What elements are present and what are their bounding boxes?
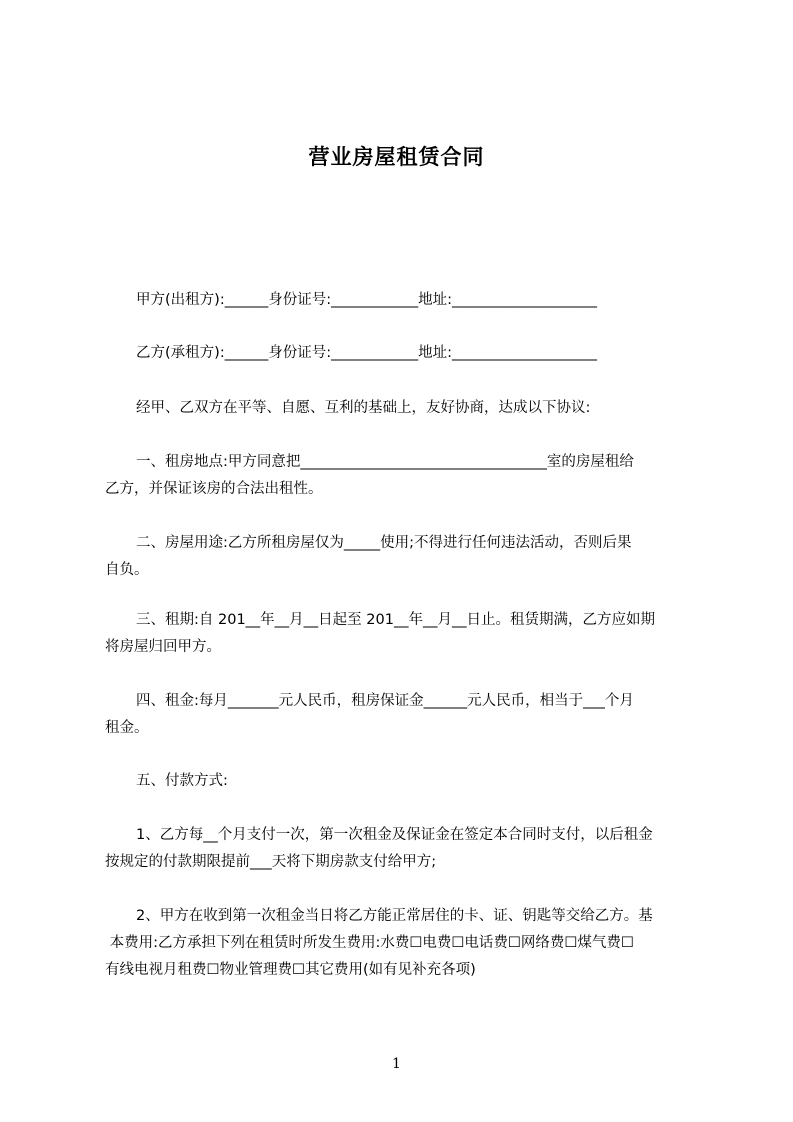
clause-5-item-1-line-1: 1、乙方每__个月支付一次，第一次租金及保证金在签定本合同时支付，以后租金	[136, 827, 653, 843]
preamble: 经甲、乙双方在平等、自愿、互利的基础上，友好协商，达成以下协议:	[136, 400, 591, 416]
clause-3-line-2: 将房屋归回甲方。	[105, 639, 221, 655]
clause-5-heading: 五、付款方式:	[136, 773, 228, 789]
clause-5-item-2-line-1: 2、甲方在收到第一次租金当日将乙方能正常居住的卡、证、钥匙等交给乙方。基	[136, 908, 653, 924]
clause-4-line-1: 四、租金:每月_______元人民币，租房保证金______元人民币，相当于___个月	[136, 693, 634, 709]
clause-5-item-2-line-2: 本费用:乙方承担下列在租赁时所发生费用:水费☐电费☐电话费☐网络费☐煤气费☐	[105, 935, 634, 951]
clause-1-line-1: 一、租房地点:甲方同意把__________________________________室的房屋租给	[136, 454, 634, 470]
page-number: 1	[392, 1056, 401, 1072]
clause-1-line-2: 乙方，并保证该房的合法出租性。	[105, 481, 323, 497]
clause-5-item-1-line-2: 按规定的付款期限提前___天将下期房款支付给甲方;	[105, 854, 437, 870]
clause-5-item-2-line-3: 有线电视月租费☐物业管理费☐其它费用(如有见补充各项)	[105, 962, 476, 978]
document-title: 营业房屋租赁合同	[308, 145, 485, 169]
clause-3-line-1: 三、租期:自 201__年__月__日起至 201__年__月__日止。租赁期满，乙方应如期	[136, 612, 655, 628]
party-b-line: 乙方(承租方):______身份证号:____________地址:____________________	[136, 345, 597, 361]
clause-4-line-2: 租金。	[105, 720, 149, 736]
clause-2-line-1: 二、房屋用途:乙方所租房屋仅为_____使用;不得进行任何违法活动，否则后果	[136, 535, 632, 551]
party-a-line: 甲方(出租方):______身份证号:____________地址:____________________	[136, 292, 597, 308]
clause-2-line-2: 自负。	[105, 562, 149, 578]
